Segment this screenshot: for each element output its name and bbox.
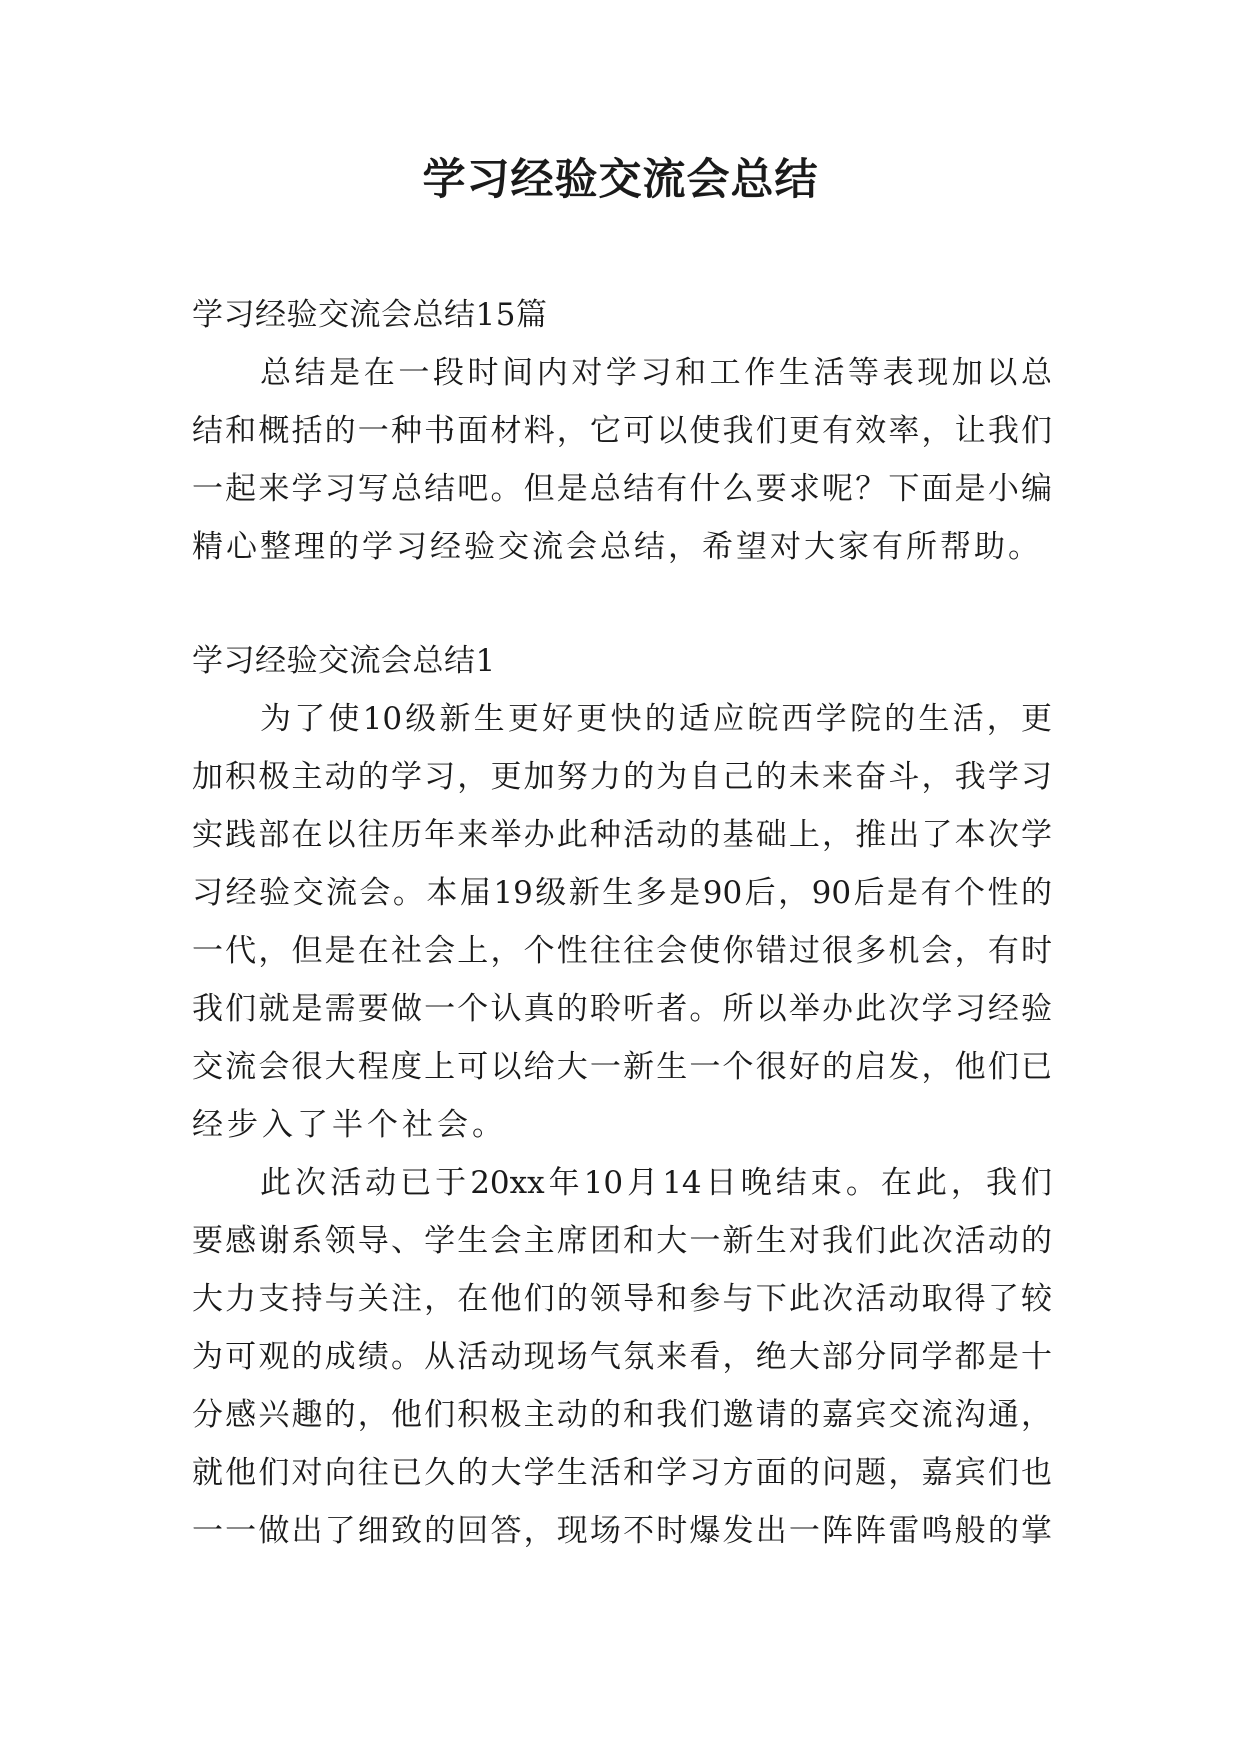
paragraph-line: 分感兴趣的，他们积极主动的和我们邀请的嘉宾交流沟通， — [192, 1397, 1052, 1433]
document-body — [192, 286, 1052, 1560]
section-paragraph-2 — [192, 1154, 1052, 1560]
paragraph-line: 精心整理的学习经验交流会总结，希望对大家有所帮助。 — [192, 529, 1042, 565]
paragraph-line: 一起来学习写总结吧。但是总结有什么要求呢？下面是小编 — [192, 471, 1052, 507]
document-subtitle: 学习经验交流会总结15篇 — [192, 297, 548, 333]
section-spacer — [192, 576, 1052, 632]
paragraph-line: 要感谢系领导、学生会主席团和大一新生对我们此次活动的 — [192, 1223, 1052, 1259]
paragraph-line: 为可观的成绩。从活动现场气氛来看，绝大部分同学都是十 — [192, 1339, 1052, 1375]
paragraph-line: 经步入了半个社会。 — [192, 1107, 507, 1143]
paragraph-line: 一代，但是在社会上，个性往往会使你错过很多机会，有时 — [192, 933, 1052, 969]
paragraph-line: 一一做出了细致的回答，现场不时爆发出一阵阵雷鸣般的掌 — [192, 1513, 1052, 1549]
paragraph-line: 大力支持与关注，在他们的领导和参与下此次活动取得了较 — [192, 1281, 1052, 1317]
paragraph-line: 实践部在以往历年来举办此种活动的基础上，推出了本次学 — [192, 817, 1052, 853]
paragraph-line: 此次活动已于20xx年10月14日晚结束。在此，我们 — [260, 1165, 1052, 1201]
paragraph-line: 加积极主动的学习，更加努力的为自己的未来奋斗，我学习 — [192, 759, 1052, 795]
paragraph-line: 结和概括的一种书面材料，它可以使我们更有效率，让我们 — [192, 413, 1052, 449]
section-paragraph-1 — [192, 690, 1052, 1154]
paragraph-line: 交流会很大程度上可以给大一新生一个很好的启发，他们已 — [192, 1049, 1052, 1085]
paragraph-line: 习经验交流会。本届19级新生多是90后，90后是有个性的 — [192, 875, 1052, 911]
paragraph-line: 就他们对向往已久的大学生活和学习方面的问题，嘉宾们也 — [192, 1455, 1052, 1491]
paragraph-line: 为了使10级新生更好更快的适应皖西学院的生活，更 — [260, 701, 1052, 737]
paragraph-line: 我们就是需要做一个认真的聆听者。所以举办此次学习经验 — [192, 991, 1052, 1027]
paragraph-line: 总结是在一段时间内对学习和工作生活等表现加以总 — [260, 355, 1052, 391]
intro-paragraph — [192, 344, 1052, 576]
document-title: 学习经验交流会总结 — [422, 155, 819, 205]
section-heading: 学习经验交流会总结1 — [192, 643, 496, 679]
